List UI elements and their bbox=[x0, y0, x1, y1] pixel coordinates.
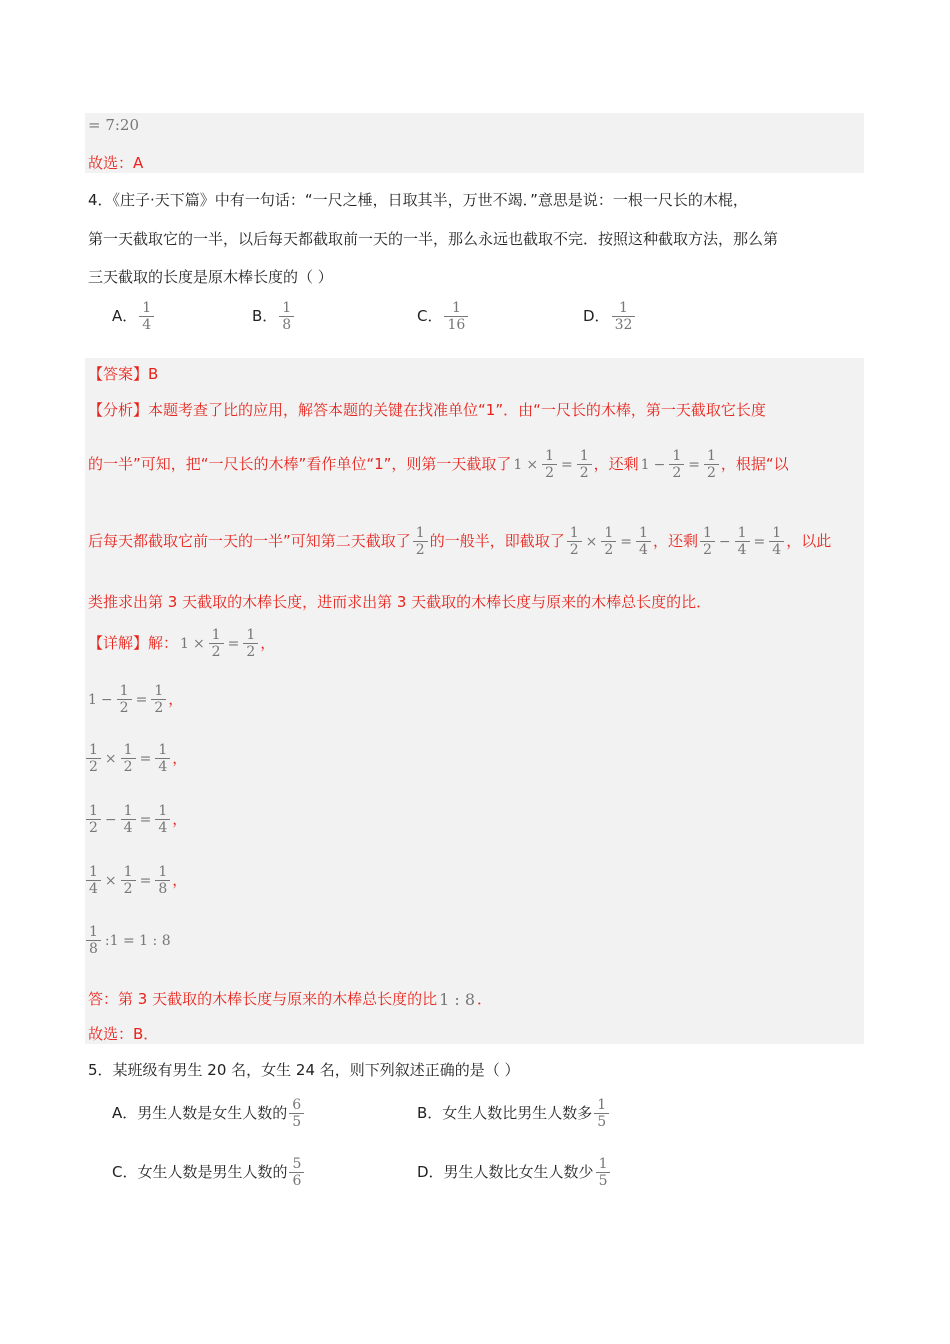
detail-line-1: 【详解】解： 1 × $\frac{1}{2}$ = $\frac{1}{2}$ ， bbox=[88, 627, 276, 661]
previous-solution-block bbox=[85, 113, 864, 173]
detail-line-4: $\frac{1}{2}$ − $\frac{1}{4}$ = $\frac{1}{4}$ ， bbox=[84, 803, 187, 836]
fraction: $\frac{1}{32}$ bbox=[612, 300, 636, 333]
option-label: D． bbox=[583, 307, 610, 326]
q5-option-c: C．女生人数是男生人数的 $\frac{5}{6}$ bbox=[112, 1156, 306, 1189]
analysis-line-3: 后每天都截取它前一天的一半”可知第二天截取了 $\frac{1}{2}$ 的一般半，即截取了 $\frac{1}{2}$ × $\frac{1}{2}$ = $\frac{1}{4}$ ，还剩 $\frac{1}{2}$ − $\frac{1}{4}$ = $\frac{1}{4}$ ，以此 bbox=[88, 525, 832, 559]
analysis-line-4: 类推求出第 3 天截取的木棒长度，进而求出第 3 天截取的木棒长度与原来的木棒总长度的比． bbox=[88, 593, 712, 611]
q4-option-b bbox=[252, 300, 296, 333]
detail-line-5: $\frac{1}{4}$ × $\frac{1}{2}$ = $\frac{1}{8}$ ， bbox=[84, 864, 187, 897]
final-choice: 故选：B． bbox=[88, 1025, 159, 1043]
option-label: B． bbox=[252, 307, 278, 326]
q4-line-2: 第一天截取它的一半，以后每天都截取前一天的一半，那么永远也截取不完．按照这种截取方法，那么第 bbox=[88, 230, 779, 248]
q4-line-3: 三天截取的长度是原木棒长度的（ ） bbox=[88, 268, 333, 286]
math-result: = 7:20 bbox=[88, 116, 140, 134]
previous-conclusion: 故选：A bbox=[88, 154, 144, 172]
q4-option-a bbox=[112, 300, 156, 333]
detail-line-2: 1 − $\frac{1}{2}$ = $\frac{1}{2}$ ， bbox=[88, 683, 184, 717]
q4-option-c bbox=[417, 300, 470, 333]
q5-stem: 5．某班级有男生 20 名，女生 24 名，则下列叙述正确的是（ ） bbox=[88, 1061, 520, 1079]
detail-line-3: $\frac{1}{2}$ × $\frac{1}{2}$ = $\frac{1}{4}$ ， bbox=[84, 742, 187, 775]
answer-conclusion: 答：第 3 天截取的木棒长度与原来的木棒总长度的比 1 : 8 ． bbox=[88, 990, 493, 1009]
fraction: $\frac{1}{4}$ bbox=[139, 300, 154, 333]
q5-option-d: D．男生人数比女生人数少 $\frac{1}{5}$ bbox=[417, 1156, 612, 1189]
q5-option-b: B．女生人数比男生人数多 $\frac{1}{5}$ bbox=[417, 1097, 611, 1130]
q5-option-a: A．男生人数是女生人数的 $\frac{6}{5}$ bbox=[112, 1097, 306, 1130]
answer-label: 【答案】B bbox=[88, 365, 159, 383]
fraction: $\frac{1}{16}$ bbox=[444, 300, 468, 333]
analysis-line-2: 的一半”可知，把“一尺长的木棒”看作单位“1”，则第一天截取了 1 × $\frac{1}{2}$ = $\frac{1}{2}$ ，还剩 1 − $\frac{1}{2}$ = $\frac{1}{2}$ ，根据“以 bbox=[88, 448, 789, 482]
analysis-line-1: 【分析】本题考查了比的应用，解答本题的关键在找准单位“1”．由“一尺长的木棒，第一天截取它长度 bbox=[88, 401, 766, 419]
detail-line-6: $\frac{1}{8}$ :1 = 1 : 8 bbox=[84, 924, 173, 957]
fraction: $\frac{1}{8}$ bbox=[279, 300, 294, 333]
q4-line-1: 4．《庄子·天下篇》中有一句话：“一尺之棰，日取其半，万世不竭．”意思是说：一根一尺长的木棍， bbox=[88, 191, 748, 209]
option-label: A． bbox=[112, 307, 138, 326]
option-label: C． bbox=[417, 307, 443, 326]
q4-option-d bbox=[583, 300, 637, 333]
